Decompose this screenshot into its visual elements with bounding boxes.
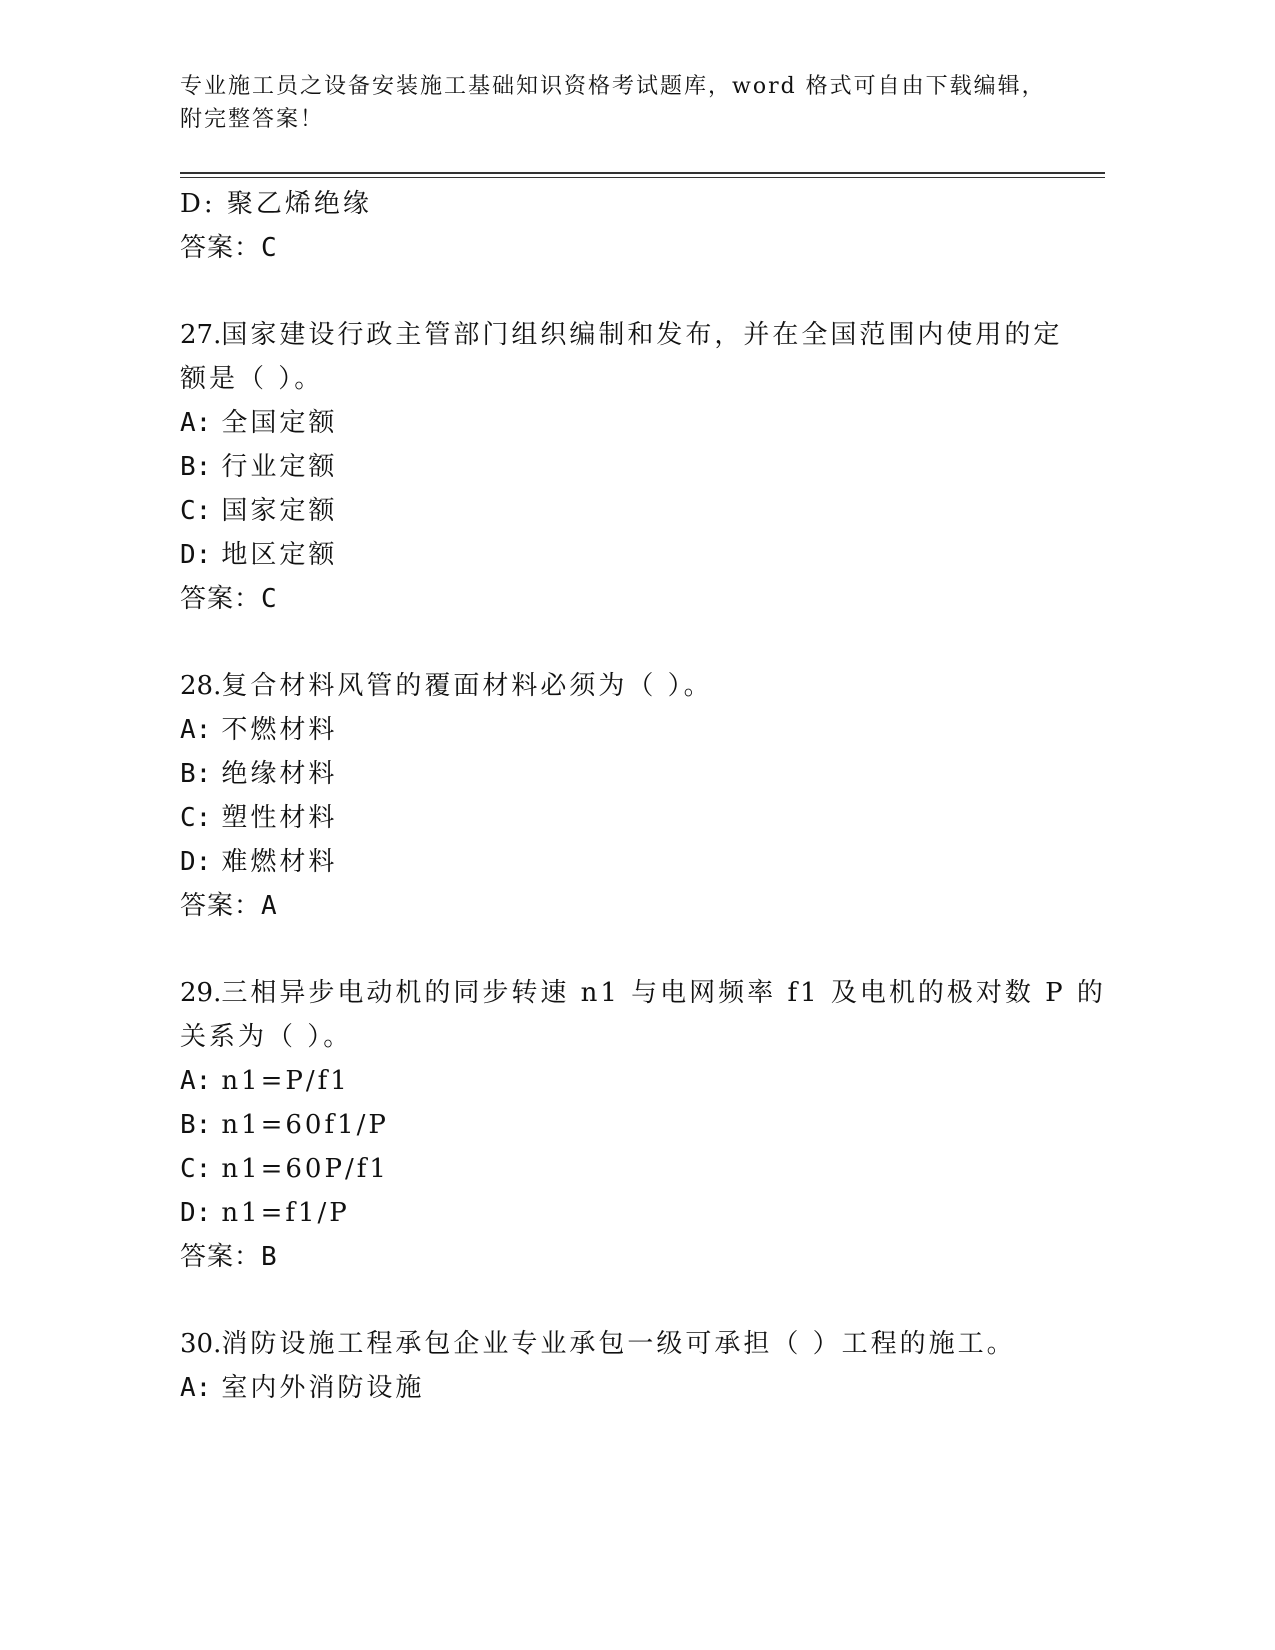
spacer: [180, 928, 1080, 971]
option-b: [180, 752, 1080, 796]
option-a: [180, 1059, 1080, 1103]
question-stem-line-2: 关系为（ ）。: [180, 1022, 353, 1052]
header-divider-thick: [180, 172, 1105, 174]
question-30: [180, 1322, 1080, 1410]
question-answer: [180, 577, 1080, 621]
question-28: [180, 664, 1080, 928]
carryover-answer: [180, 226, 1080, 270]
question-number: 27.: [180, 320, 222, 350]
option-b: [180, 445, 1080, 489]
option-text: 不燃材料: [221, 715, 338, 745]
header-title-line-1: 专业施工员之设备安装施工基础知识资格考试题库，word 格式可自由下载编辑，: [180, 74, 1046, 99]
option-b: [180, 1103, 1080, 1147]
question-stem: [180, 313, 1080, 357]
option-prefix: A:: [180, 1066, 212, 1096]
header-divider-thin: [180, 177, 1105, 178]
question-stem: [180, 1322, 1080, 1366]
option-prefix: A:: [180, 715, 212, 745]
answer-label: 答案：: [180, 891, 262, 921]
option-a: [180, 708, 1080, 752]
question-stem-line-1: 消防设施工程承包企业专业承包一级可承担（ ）工程的施工。: [221, 1329, 1016, 1359]
option-text: 国家定额: [221, 496, 338, 526]
option-d: [180, 1191, 1080, 1235]
spacer: [180, 270, 1080, 313]
header-title-line-2: 附完整答案！: [180, 107, 325, 132]
question-answer: [180, 884, 1080, 928]
option-prefix: C:: [180, 496, 212, 526]
answer-label: 答案：: [180, 584, 262, 614]
option-c: [180, 1147, 1080, 1191]
answer-value: C: [261, 584, 278, 614]
question-number: 28.: [180, 671, 222, 701]
option-prefix: C:: [180, 1154, 212, 1184]
option-text: n1=f1/P: [221, 1198, 350, 1228]
option-text: n1=60f1/P: [221, 1110, 389, 1140]
option-prefix: B:: [180, 452, 212, 482]
question-stem-line-1: 复合材料风管的覆面材料必须为（ ）。: [221, 671, 713, 701]
document-header: [180, 70, 1080, 136]
spacer: [180, 1279, 1080, 1322]
option-d: [180, 840, 1080, 884]
question-number: 29.: [180, 978, 222, 1008]
option-prefix: B:: [180, 1110, 212, 1140]
carryover-option-d: D: 聚乙烯绝缘: [180, 189, 372, 219]
question-27: [180, 313, 1080, 621]
answer-value: C: [261, 233, 278, 263]
option-text: n1=P/f1: [221, 1066, 350, 1096]
option-prefix: D:: [180, 1198, 212, 1228]
option-prefix: B:: [180, 759, 212, 789]
option-c: [180, 489, 1080, 533]
option-prefix: D:: [180, 540, 212, 570]
question-list: [180, 182, 1106, 1410]
option-text: 行业定额: [221, 452, 338, 482]
option-prefix: A:: [180, 1373, 212, 1403]
option-a: [180, 401, 1080, 445]
option-d: [180, 533, 1080, 577]
answer-value: B: [261, 1242, 278, 1272]
option-text: 绝缘材料: [221, 759, 338, 789]
question-stem-line-2: 额是（ ）。: [180, 364, 324, 394]
answer-label: 答案：: [180, 233, 262, 263]
option-prefix: D:: [180, 847, 212, 877]
option-prefix: A:: [180, 408, 212, 438]
option-text: n1=60P/f1: [221, 1154, 389, 1184]
spacer: [180, 621, 1080, 664]
question-number: 30.: [180, 1329, 222, 1359]
option-text: 塑性材料: [221, 803, 338, 833]
question-stem: [180, 664, 1080, 708]
question-answer: [180, 1235, 1080, 1279]
option-text: 全国定额: [221, 408, 338, 438]
option-a: [180, 1366, 1080, 1410]
answer-value: A: [261, 891, 278, 921]
option-text: 难燃材料: [221, 847, 338, 877]
option-text: 地区定额: [221, 540, 338, 570]
question-29: [180, 971, 1106, 1279]
answer-label: 答案：: [180, 1242, 262, 1272]
question-stem: [180, 971, 1106, 1015]
option-c: [180, 796, 1080, 840]
option-text: 室内外消防设施: [221, 1373, 425, 1403]
question-stem-line-1: 国家建设行政主管部门组织编制和发布，并在全国范围内使用的定: [221, 320, 1063, 350]
option-prefix: C:: [180, 803, 212, 833]
question-stem-line-1: 三相异步电动机的同步转速 n1 与电网频率 f1 及电机的极对数 P 的: [221, 978, 1106, 1008]
